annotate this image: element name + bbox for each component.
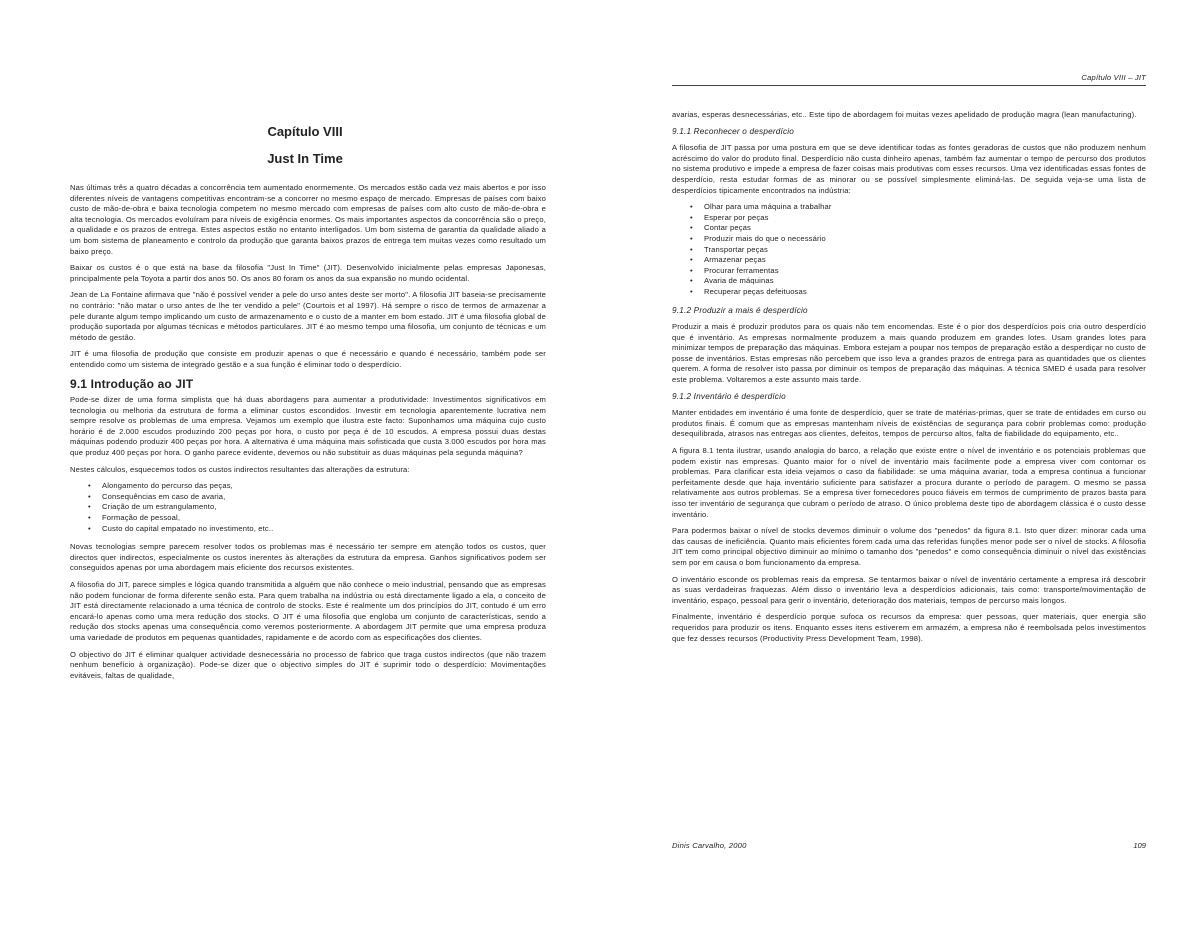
list-item	[690, 202, 1146, 213]
list-item-text: Recuperar peças defeituosas	[704, 286, 807, 296]
list-item	[88, 524, 546, 535]
intro-paragraph: Jean de La Fontaine afirmava que "não é possível vender a pele do urso antes deste ser morto". A filosofia JIT baseia-se precisamente no contrário: "não matar o urso antes de lhe ter vendido a pele" (Courtois et al 1997). Há sempre o risco de termos de armazenar a pele durante algum tempo implicando um custo de armazenamento e o custo de a manter em bom estado. JIT é uma filosofia global de produção suportada por algumas técnicas e métodos particulares. JIT é ao mesmo tempo uma filosofia, um conjunto de técnicas e um método de gestão.	[70, 290, 546, 342]
intro-paragraph: Nas últimas três a quatro décadas a concorrência tem aumentado enormemente. Os mercados estão cada vez mais abertos e por isso diferentes níveis de vantagens competitivas encontram-se a concorrer no mesmo espaço de mercado. Empresas de países com baixo custo de mão-de-obra e baixa tecnologia competem no mesmo mercado com empresas de países com alto custo de mão-de-obra e alta tecnologia. Os mercados evoluíram para níveis de exigência enormes. Os mais importantes aspectos da concorrência são o preço, a qualidade e os prazos de entrega. Estes aspectos estão no entanto interligados. Um bom sistema de garantia da qualidade aliado a um bom sistema de planeamento e controlo da produção que garanta baixos prazos de entrega tem muitas vezes como resultado um baixo preço.	[70, 183, 546, 256]
list-item-text: Armazenar peças	[704, 255, 766, 265]
footer-author: Dinis Carvalho, 2000	[672, 841, 747, 850]
bullet-icon: •	[88, 513, 91, 523]
section-heading: 9.1 Introdução ao JIT	[70, 376, 194, 391]
list-item	[690, 266, 1146, 277]
subsection-paragraph: A figura 8.1 tenta ilustrar, usando analogia do barco, a relação que existe entre o nível de inventário e os potenciais problemas que podem existir nas empresas. Quanto maior for o nível de inventário mais facilmente pode a empresa viver com contornar os problemas. Para clarificar esta ideia vejamos o caso da fiabilidade: se uma máquina avariar, toda a empresa continua a funcionar perfeitamente desde que haja inventário suficiente para satisfazer a procura durante o período de paragem. O mesmo se passa relativamente aos outros problemas. Se a empresa tiver fornecedores pouco fiáveis em termos de cumprimento de prazos basta para isso ter inventário de segurança que cubram o período de atraso. O único problema deste tipo de abordagem clássica é o custo desse inventário.	[672, 446, 1146, 519]
subsection-paragraph: Produzir a mais é produzir produtos para os quais não tem encomendas. Este é o pior dos desperdícios pois cria outro desperdício que é inventário. As empresas normalmente produzem a mais quando produzem em grandes lotes. Usam grandes lotes para minimizar tempos de preparação das máquinas. Embora estejam a poupar nos tempos de preparação estão a desperdiçar no custo de posse de inventários. Estas empresas não percebem que isso leva a grandes prazos de entrega para as quantidades que os clientes querem. A forma de resolver isto passa por diminuir os tempos de preparação das máquinas. A técnica SMED é usada para resolver este problema. Voltaremos a este assunto mais tarde.	[672, 322, 1146, 385]
subsection-paragraph: Manter entidades em inventário é uma fonte de desperdício, quer se trate de matérias-primas, quer se trate de entidades em curso ou produtos finais. É comum que as empresas mantenham níveis de existências de segurança para cobrir problemas como: produção desequilibrada, atrasos nas entregas aos clientes, defeitos, tempos de percurso altos, falta de fiabilidade do equipamento, etc..	[672, 408, 1146, 439]
list-item-text: Formação de pessoal,	[102, 513, 181, 523]
right-page	[600, 0, 1200, 927]
left-column	[70, 183, 546, 687]
bullet-icon: •	[690, 255, 693, 265]
bullet-icon: •	[690, 212, 693, 222]
list-item	[690, 255, 1146, 266]
list-item	[690, 223, 1146, 234]
list-item	[690, 213, 1146, 224]
intro-paragraph: Baixar os custos é o que está na base da filosofia "Just In Time" (JIT). Desenvolvido inicialmente pelas empresas Japonesas, principalmente pela Toyota a partir dos anos 50. Os anos 80 foram os anos da sua expansão no mundo ocidental.	[70, 263, 546, 283]
list-item	[88, 502, 546, 513]
list-item	[88, 481, 546, 492]
bullet-icon: •	[88, 523, 91, 533]
bullet-icon: •	[88, 502, 91, 512]
bullet-icon: •	[88, 491, 91, 501]
list-item-text: Consequências em caso de avaria,	[102, 491, 226, 501]
bullet-icon: •	[690, 233, 693, 243]
subsection-paragraph: O inventário esconde os problemas reais da empresa. Se tentarmos baixar o nível de inventário certamente a empresa irá descobrir as suas verdadeiras fraquezas. Além disso o inventário leva a desperdícios adicionais, tais como: transporte/movimentação de inventário, espaço, pessoal para gerir o inventário, deterioração dos materiais, tempos de percurso mais longos.	[672, 574, 1146, 605]
list-item	[690, 245, 1146, 256]
waste-list	[690, 202, 1146, 297]
section-paragraph: A filosofia do JIT, parece simples e lógica quando transmitida a alguém que não conhece o meio industrial, pensando que as empresas não podem funcionar de forma diferente senão esta. Para quem trabalha na indústria ou está directamente ligado a ela, o conceito de JIT está directamente relacionado a uma técnica de controlo de stocks. Este é realmente um dos princípios do JIT, contudo é um erro encará-lo apenas como uma mera redução dos stocks. O JIT é uma filosofia que engloba um conjunto de características, sendo a redução dos stocks apenas uma consequência como veremos posteriormente. A abordagem JIT permite que uma empresa produza uma variedade de produtos em pequenas quantidades, rapidamente e de acordo com as especificações dos clientes.	[70, 580, 546, 642]
list-item-text: Transportar peças	[704, 244, 768, 254]
subsection-heading: 9.1.1 Reconhecer o desperdício	[672, 126, 795, 136]
page-number: 109	[1133, 841, 1146, 850]
bullet-icon: •	[690, 202, 693, 212]
list-item	[88, 492, 546, 503]
bullet-icon: •	[690, 244, 693, 254]
intro-paragraph: JIT é uma filosofia de produção que consiste em produzir apenas o que é necessário e quando é necessário, também pode ser entendido como um sistema de integrado gestão e a sua função é eliminar todo o desperdício.	[70, 349, 546, 369]
list-item	[690, 234, 1146, 245]
subsection-heading: 9.1.2 Produzir a mais é desperdício	[672, 305, 808, 315]
subsection-paragraph: Para podermos baixar o nível de stocks devemos diminuir o volume dos "penedos" da figura 8.1. Isto quer dizer: minorar cada uma das causas de ineficiência. Quanto mais eficientes forem cada uma das referidas funções menor pode ser o nível de stocks. A filosofia JIT tem como principal objectivo diminuir ao mínimo o tamanho dos "penedos" e como consequência diminuir o nível das existências sem por em causa o bom funcionamento da empresa.	[672, 526, 1146, 567]
list-item-text: Avaria de máquinas	[704, 276, 774, 286]
section-paragraph: Nestes cálculos, esquecemos todos os custos indirectos resultantes das alterações da estrutura:	[70, 464, 410, 474]
subsection-paragraph: A filosofia de JIT passa por uma postura em que se deve identificar todas as fontes geradoras de custos que não produzem nenhum acréscimo do valor do produto final. Desperdício não custa dinheiro apenas, também faz aumentar o tempo de percurso dos produtos no sistema produtivo e impede a empresa de fazer coisas mais produtivas com esses recursos. Uma vez identificadas essas fontes de desperdício, resta estudar formas de as minorar ou se possível simplesmente eliminá-las. De seguida veja-se uma lista de desperdícios tipicamente encontrados na indústria:	[672, 143, 1146, 195]
list-item-text: Produzir mais do que o necessário	[704, 233, 826, 243]
running-header: Capítulo VIII – JIT	[1081, 73, 1146, 82]
section-paragraph: Pode-se dizer de uma forma simplista que há duas abordagens para aumentar a produtividade: Investimentos significativos em tecnologia ou melhoria da estrutura de forma a eliminar custos escondidos. Investir em tecnologia aparentemente lucrativa nem sempre resolve os problemas de uma empresa. Vejamos um exemplo que ilustra este facto: Suponhamos uma máquina cujo custo horário é de 2.000 escudos produzindo 200 peças por hora, o custo por peça é de 10 escudos. A empresa possui duas destas máquinas podendo produzir 400 peças por hora. A alternativa é uma máquina mais sofisticada que custa 3.000 escudos por hora mas que produz 400 peças por hora. O ganho parece evidente, devemos ou não substituir as duas máquinas pela segunda máquina?	[70, 395, 546, 458]
bullet-icon: •	[690, 265, 693, 275]
list-item	[690, 276, 1146, 287]
chapter-title: Capítulo VIII	[267, 124, 343, 139]
bullet-icon: •	[690, 223, 693, 233]
list-item-text: Olhar para uma máquina a trabalhar	[704, 202, 832, 212]
indirect-costs-list	[88, 481, 546, 534]
list-item-text: Esperar por peças	[704, 212, 769, 222]
list-item-text: Custo do capital empatado no investimento, etc..	[102, 523, 274, 533]
list-item-text: Criação de um estrangulamento,	[102, 502, 217, 512]
bullet-icon: •	[88, 481, 91, 491]
bullet-icon: •	[690, 276, 693, 286]
section-paragraph: Novas tecnologias sempre parecem resolver todos os problemas mas é necessário ter sempre em atenção todos os custos, quer directos quer indirectos, especialmente os custos inerentes às alterações da estrutura da empresa. Ganhos significativos podem ser conseguidos apenas por uma abordagem mais eficiente dos recursos existentes.	[70, 542, 546, 573]
continuation-paragraph: avarias, esperas desnecessárias, etc.. Este tipo de abordagem foi muitas vezes apelidado de produção magra (lean manufacturing).	[672, 110, 1137, 119]
list-item-text: Alongamento do percurso das peças,	[102, 481, 233, 491]
section-paragraph: O objectivo do JIT é eliminar qualquer actividade desnecessária no processo de fabrico que traga custos indirectos (que não trazem nenhum benefício à organização). Pode-se dizer que o objectivo simples do JIT é suprimir todo o desperdício: Movimentações evitáveis, faltas de qualidade,	[70, 649, 546, 680]
list-item	[690, 287, 1146, 298]
list-item	[88, 513, 546, 524]
subsection-heading: 9.1.2 Inventário é desperdício	[672, 391, 786, 401]
right-column	[672, 110, 1146, 650]
subsection-paragraph: Finalmente, inventário é desperdício porque sufoca os recursos da empresa: quer pessoas, quer materiais, quer energia são requeridos para produzir os itens. Enquanto esses itens estiverem em armazém, a empresa não é reembolsada pelos investimentos que fez desses recursos (Productivity Press Development Team, 1998).	[672, 612, 1146, 643]
chapter-subtitle: Just In Time	[267, 151, 343, 166]
bullet-icon: •	[690, 286, 693, 296]
list-item-text: Contar peças	[704, 223, 751, 233]
header-divider	[672, 85, 1146, 86]
list-item-text: Procurar ferramentas	[704, 265, 779, 275]
